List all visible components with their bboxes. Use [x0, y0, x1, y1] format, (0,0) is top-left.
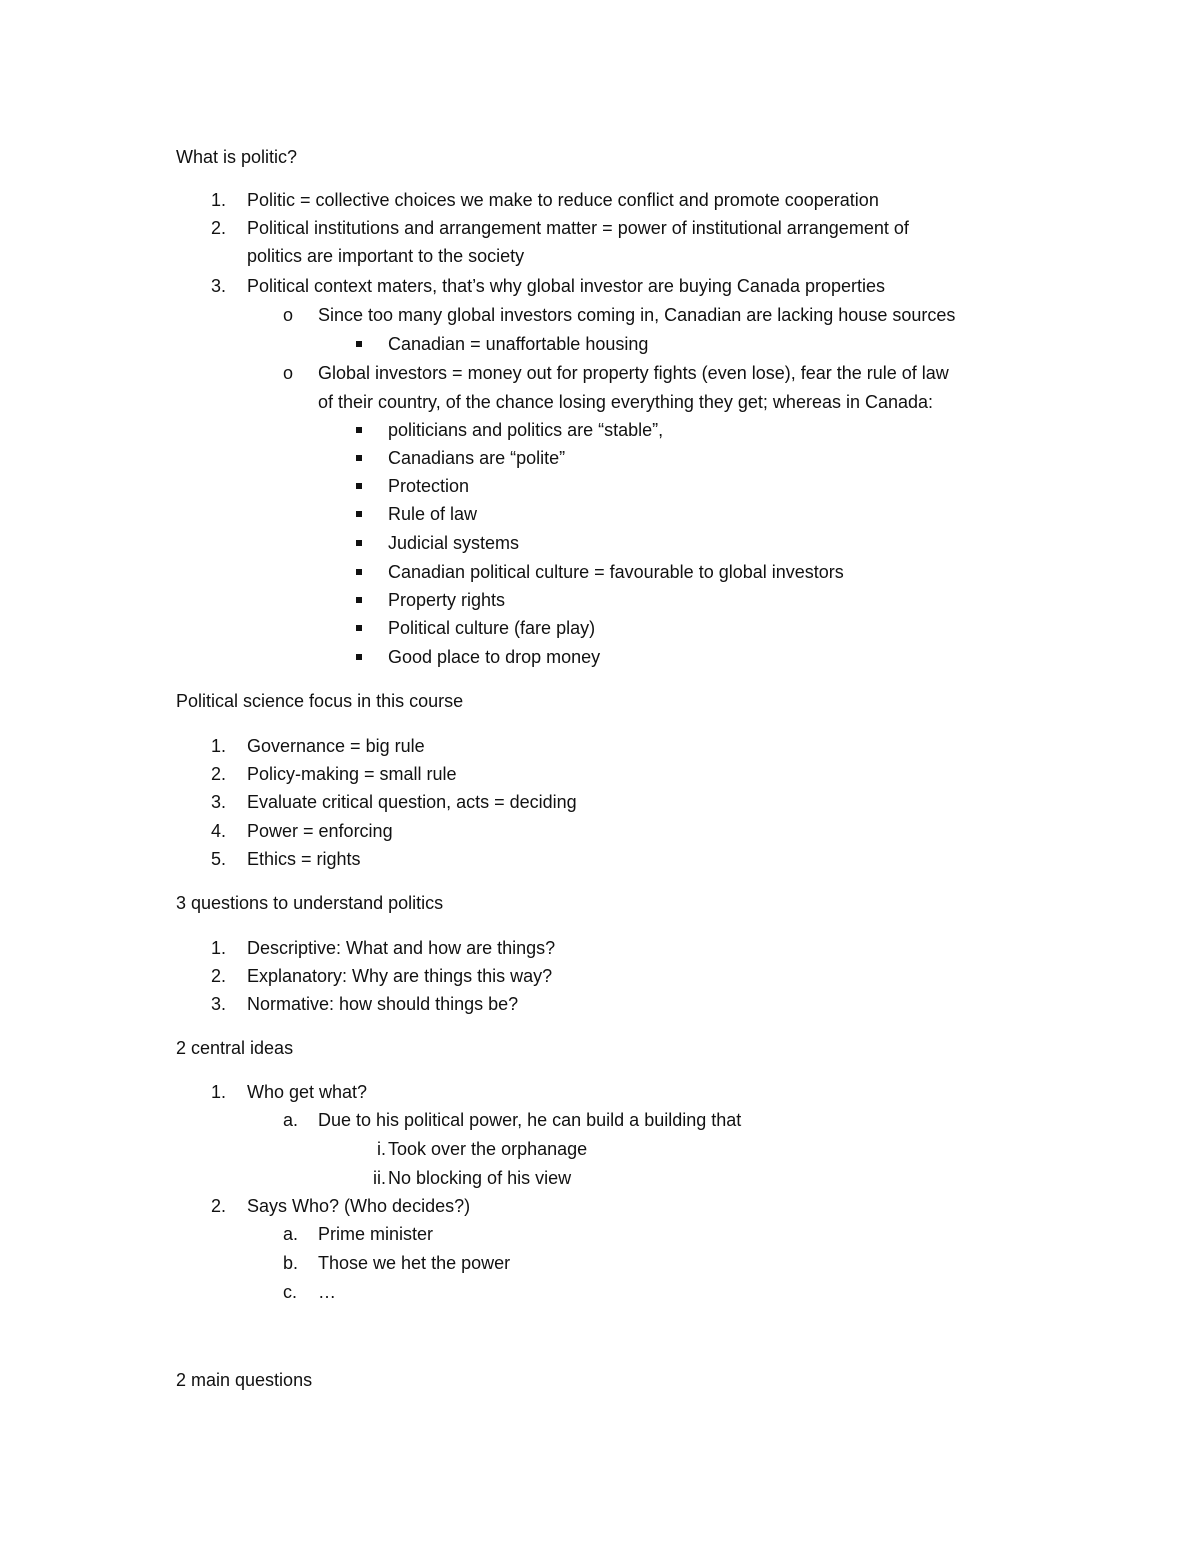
list-number: 5. [211, 849, 227, 869]
sub-list-marker: b. [283, 1253, 299, 1273]
square-bullet-icon [356, 597, 362, 603]
sub-list-text: Due to his political power, he can build a building that [318, 1110, 742, 1130]
bullet-text: Political culture (fare play) [388, 618, 596, 638]
section-heading: 2 main questions [176, 1370, 313, 1390]
list-item-text: Evaluate critical question, acts = deciding [247, 792, 577, 812]
list-number: 1. [211, 1082, 227, 1102]
list-item-text: Normative: how should things be? [247, 994, 519, 1014]
list-number: 3. [211, 792, 227, 812]
list-item-text: Says Who? (Who decides?) [247, 1196, 471, 1216]
bullet-text: Canadians are “polite” [388, 448, 566, 468]
list-item-text: Politic = collective choices we make to reduce conflict and promote cooperation [247, 190, 879, 210]
list-number: 2. [211, 764, 227, 784]
sub-list-continuation: of their country, of the chance losing everything they get; whereas in Canada: [318, 392, 934, 412]
list-number: 1. [211, 190, 227, 210]
list-item-continuation: politics are important to the society [247, 246, 525, 266]
roman-item-text: Took over the orphanage [388, 1139, 588, 1159]
square-bullet-icon [356, 654, 362, 660]
square-bullet-icon [356, 540, 362, 546]
list-item-text: Political context maters, that’s why global investor are buying Canada properties [247, 276, 886, 296]
list-number: 1. [211, 938, 227, 958]
sub-list-marker: c. [283, 1282, 298, 1302]
bullet-text: Canadian = unaffortable housing [388, 334, 649, 354]
sub-list-text: … [318, 1282, 336, 1302]
bullet-text: Rule of law [388, 504, 478, 524]
list-item-text: Explanatory: Why are things this way? [247, 966, 553, 986]
bullet-text: Property rights [388, 590, 506, 610]
section-heading: 3 questions to understand politics [176, 893, 444, 913]
list-item-text: Power = enforcing [247, 821, 393, 841]
list-item-text: Governance = big rule [247, 736, 425, 756]
section-heading: Political science focus in this course [176, 691, 464, 711]
sub-list-text: Since too many global investors coming in, Canadian are lacking house sources [318, 305, 956, 325]
list-item-text: Who get what? [247, 1082, 368, 1102]
sub-list-text: Prime minister [318, 1224, 434, 1244]
list-number: 2. [211, 218, 227, 238]
section-heading: 2 central ideas [176, 1038, 294, 1058]
square-bullet-icon [356, 569, 362, 575]
roman-marker: i. [377, 1139, 386, 1159]
list-item-text: Political institutions and arrangement matter = power of institutional arrangement of [247, 218, 909, 238]
sub-list-marker: a. [283, 1224, 299, 1244]
square-bullet-icon [356, 427, 362, 433]
list-item-text: Ethics = rights [247, 849, 361, 869]
list-item-text: Policy-making = small rule [247, 764, 457, 784]
section-heading: What is politic? [176, 147, 298, 167]
sub-list-marker: a. [283, 1110, 299, 1130]
list-number: 2. [211, 1196, 227, 1216]
sub-list-text: Global investors = money out for property fights (even lose), fear the rule of law [318, 363, 949, 383]
list-number: 1. [211, 736, 227, 756]
sub-list-marker: o [283, 363, 294, 383]
square-bullet-icon [356, 483, 362, 489]
list-number: 4. [211, 821, 227, 841]
sub-list-text: Those we het the power [318, 1253, 511, 1273]
roman-marker: ii. [373, 1168, 386, 1188]
list-item-text: Descriptive: What and how are things? [247, 938, 556, 958]
bullet-text: Judicial systems [388, 533, 520, 553]
bullet-text: Good place to drop money [388, 647, 601, 667]
list-number: 2. [211, 966, 227, 986]
square-bullet-icon [356, 341, 362, 347]
square-bullet-icon [356, 455, 362, 461]
bullet-text: Protection [388, 476, 470, 496]
list-number: 3. [211, 276, 227, 296]
list-number: 3. [211, 994, 227, 1014]
square-bullet-icon [356, 511, 362, 517]
sub-list-marker: o [283, 305, 294, 325]
bullet-text: Canadian political culture = favourable to global investors [388, 562, 844, 582]
bullet-text: politicians and politics are “stable”, [388, 420, 664, 440]
square-bullet-icon [356, 625, 362, 631]
roman-item-text: No blocking of his view [388, 1168, 572, 1188]
